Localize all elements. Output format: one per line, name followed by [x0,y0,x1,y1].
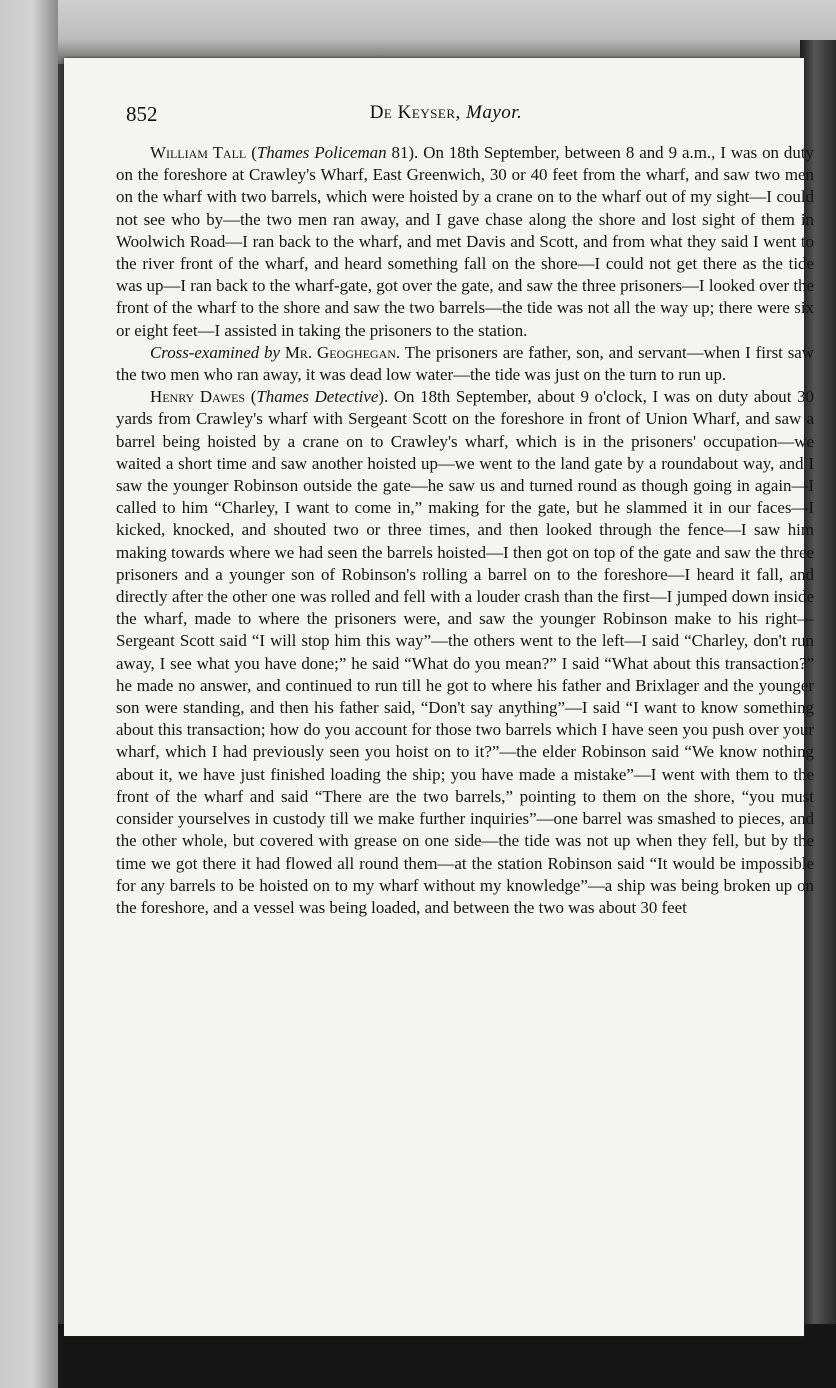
role-open: ( [245,387,257,407]
testimony-text: On 18th September, about 9 o'clock, I was on duty about 30 yards from Crawley's wharf with Sergeant Scott on the foreshore in front of Union Wharf, and saw a barrel being hoisted by a crane on to Crawley's wharf, which is in the prisoners' occupation—we waited a short time and saw another hoisted up—we went to the land gate by a roundabout way, and I saw the younger Robinson outside the gate—he saw us and turned round as though going in again—I called to him “Charley, I want to come in,” making for the gate, but he slammed it in our faces—I kicked, knocked, and shouted two or three times, and then looked through the fence—I saw him making towards where we had seen the barrels hoisted—I then got on top of the gate and saw the three prisoners and a younger son of Robinson's rolling a barrel on to the foreshore—I heard it fall, and directly after the other one was rolled and fell with a louder crash than the first—I jumped down inside the wharf, made to where the prisoners were, and saw the younger Robinson make to his right—Sergeant Scott said “I will stop him this way”—the others went to the left—I said “Charley, don't run away, I see what you have done;” he said “What do you mean?” I said “What about this transaction?” he made no answer, and continued to run till he got to where his father and Brixlager and the younger son were standing, and then his father said, “Don't say anything”—I said “I want to know something about this transaction; how do you account for those two barrels which I have seen you push over your wharf, which I had previously seen you hoist on to it?”—the elder Robinson said “We know nothing about it, we have just finished loading the ship; you have made a mistake”—I went with them to the front of the wharf and said “There are the two barrels,” pointing to them on the shore, “you must consider yourselves in custody till we make further inquiries”—one barrel was smashed to pieces, and the other whole, but covered with grease on one side—the tide was not up when they fell, but by the time we got there it had flowed all round them—at the station Robinson said “It would be impossible for any barrels to be hoisted on to my wharf without my knowledge”—a ship was being broken up on the foreshore, and a vessel was being loaded, and between the two was about 30 feet [116,387,814,917]
witness-role: Thames Detective [256,387,379,407]
role-close: 81). [386,143,424,162]
page-body [116,142,814,919]
cross-examined-label: Cross-examined by [150,342,280,362]
paragraph-dawes-testimony [116,386,814,919]
role-open: ( [246,143,257,162]
page-header [126,100,766,134]
witness-name: William Tall [150,143,247,162]
scan-top-edge [0,0,836,64]
paragraph-cross-examination [116,342,814,386]
running-head-name: De Keyser, [369,102,461,123]
page-number: 852 [126,102,158,126]
witness-name: Henry Dawes [150,387,246,407]
scan-left-edge [0,0,58,1388]
running-head [126,102,766,124]
running-head-title: Mayor. [466,102,523,123]
testimony-text: The prisoners are father, son, and servant—when I first saw the two men who ran away, it was dead low water—the tide was just on the turn to run up. [116,342,815,385]
testimony-text: On 18th September, between 8 and 9 a.m., I was on duty on the foreshore at Crawley's Wharf, East Greenwich, 30 or 40 feet from the wharf, and saw two men on the wharf with two barrels, which were hoisted by a crane on to the wharf out of my sight—I could not see who by—the two men ran away, and I gave chase along the shore and lost sight of them in Woolwich Road—I ran back to the wharf, and met Davis and Scott, and from what they said I went to the river front of the wharf, and heard something fall on the shore—I could not get there as the tide was up—I ran back to the wharf-gate, got over the gate, and saw the three prisoners—I looked over the front of the wharf to the shore and saw the two barrels—the tide was not all the way up; there were six or eight feet—I assisted in taking the prisoners to the station. [116,143,814,340]
witness-role: Thames Policeman [256,143,387,162]
paragraph-tall-testimony [116,142,814,342]
role-close: ). [378,387,394,407]
examiner-name: Mr. Geoghegan. [280,342,401,362]
book-page [64,58,815,1336]
